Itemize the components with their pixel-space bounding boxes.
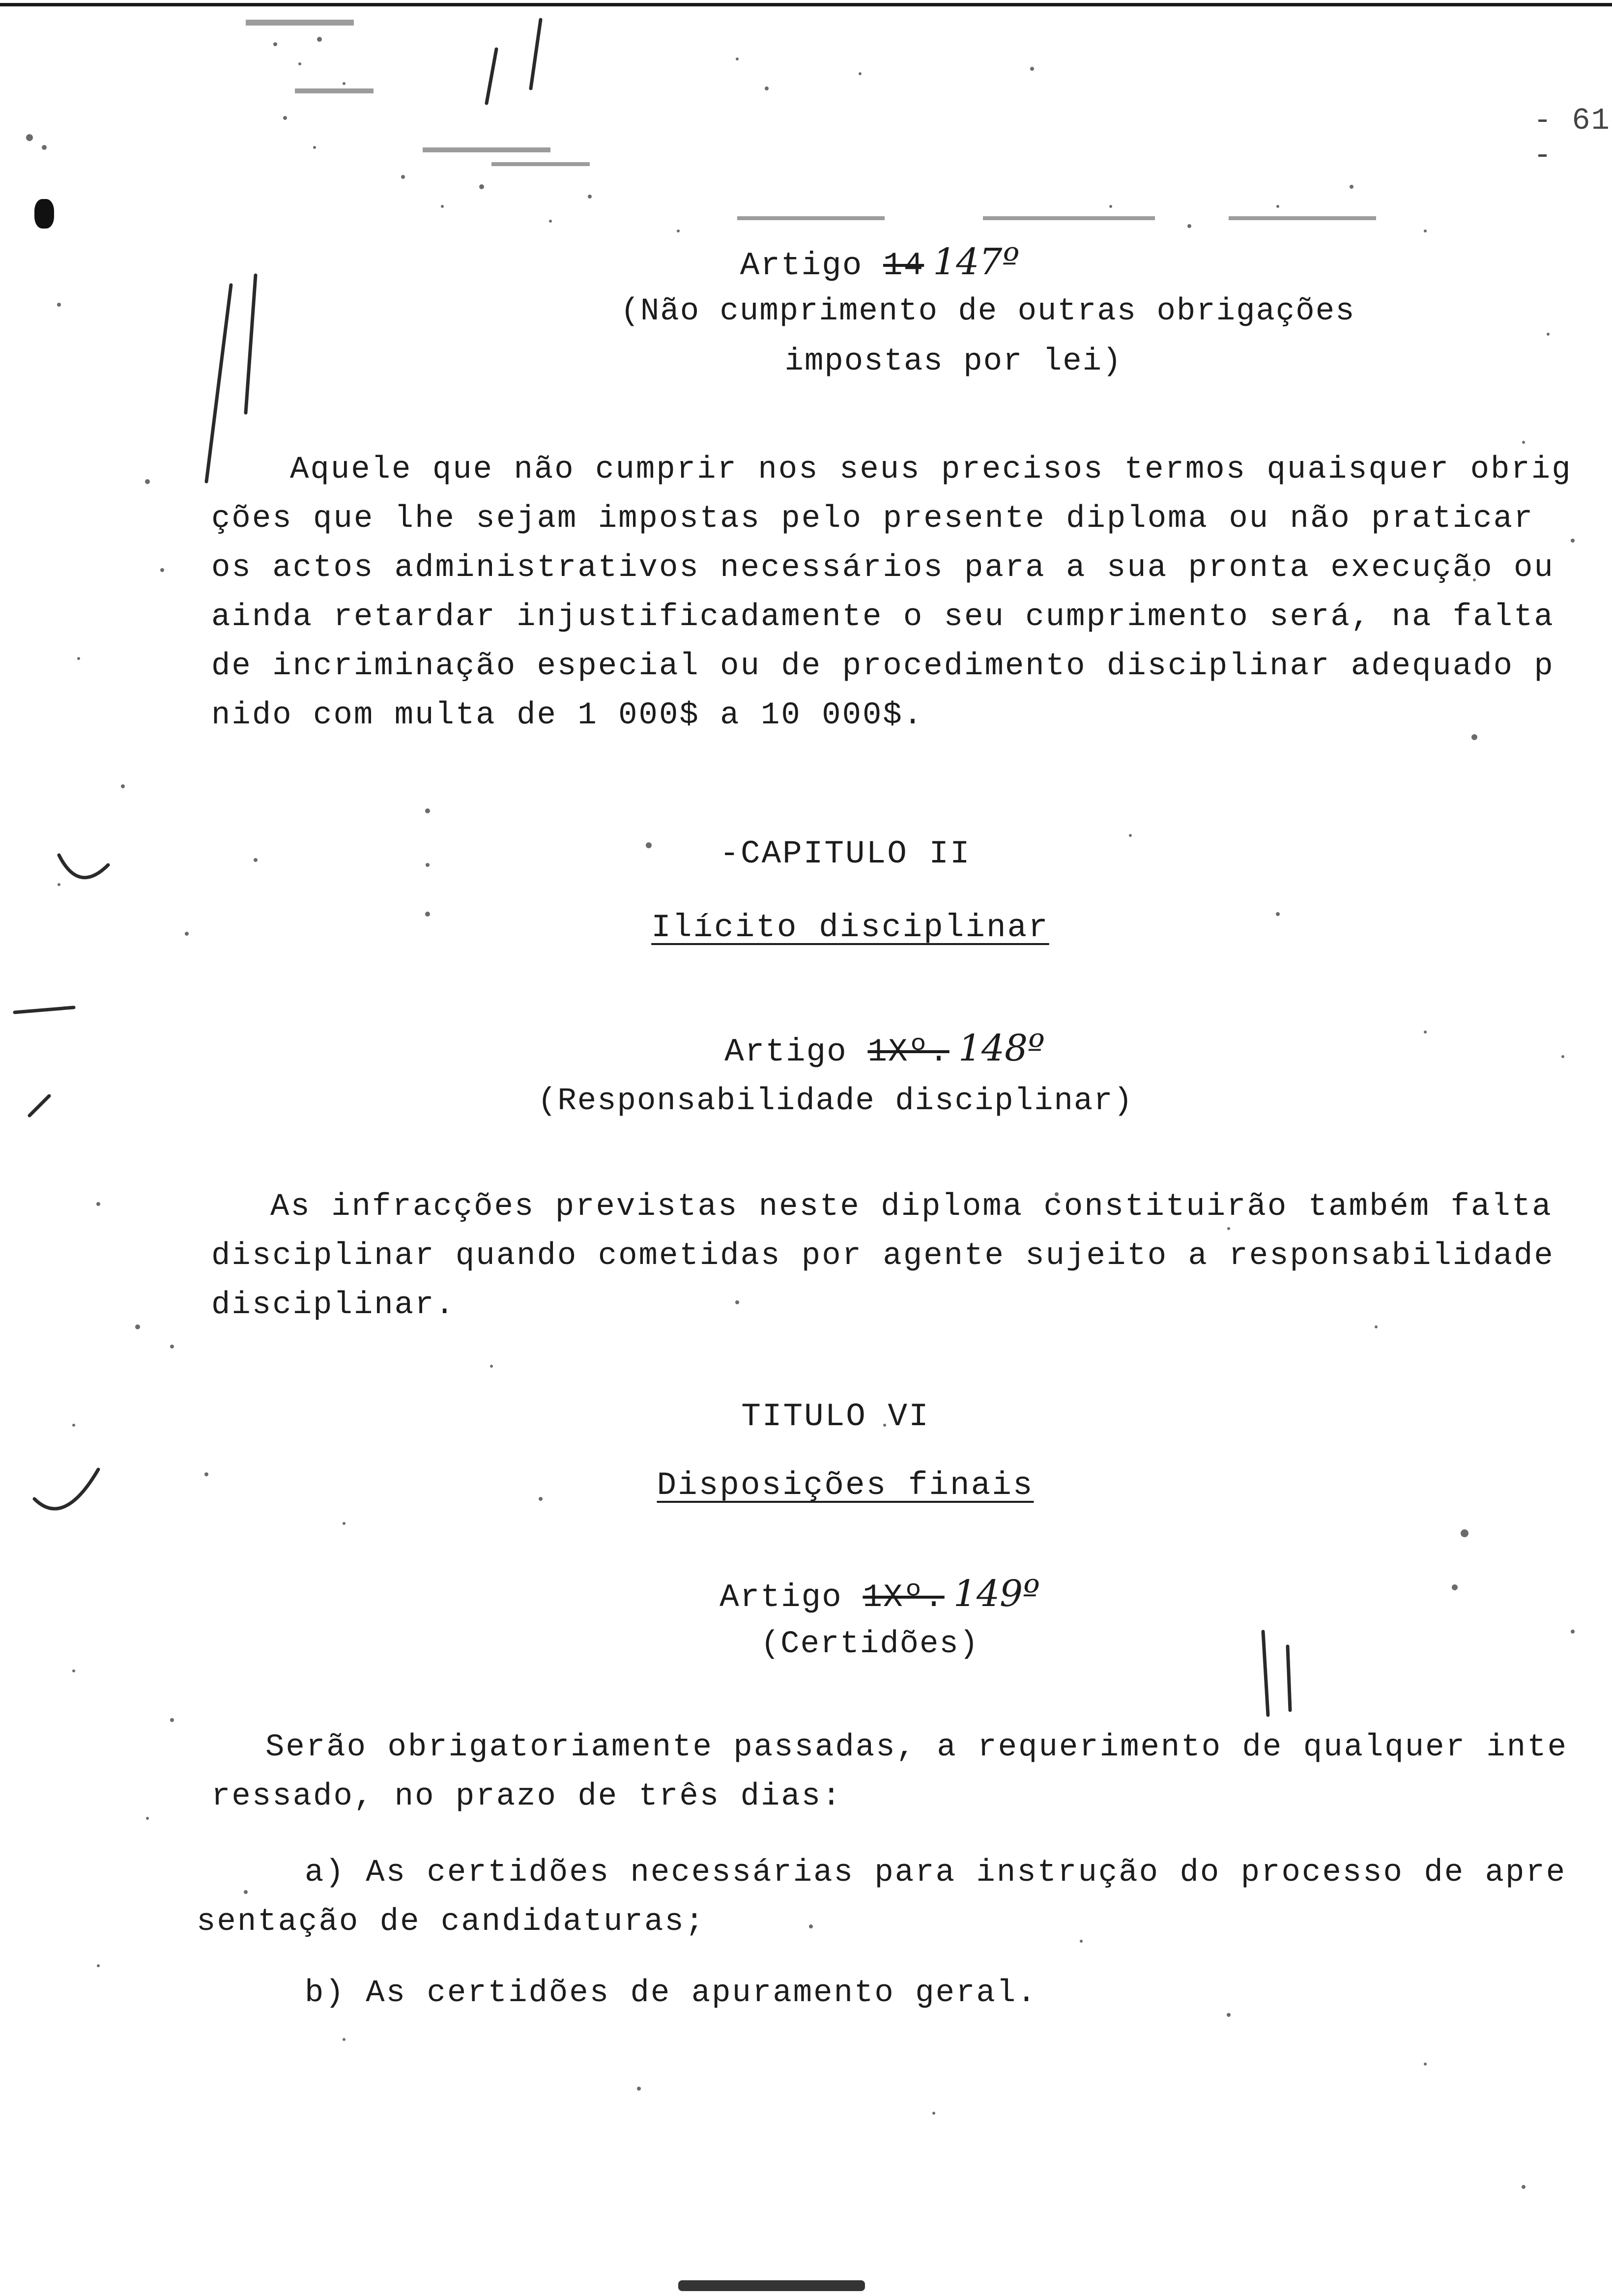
footer-ink-smudge <box>678 2280 865 2291</box>
article-label: Artigo <box>724 1033 847 1070</box>
paragraph-147-line: ções que lhe sejam impostas pelo presente diploma ou não praticar <box>211 501 1534 537</box>
paragraph-147-line: os actos administrativos necessários para a sua pronta execução ou <box>211 550 1554 586</box>
handwritten-article-number: 149º <box>953 1573 1040 1615</box>
page-number: - 61 - <box>1533 103 1611 173</box>
paragraph-148-line: disciplinar quando cometidas por agente sujeito a responsabilidade <box>211 1238 1554 1274</box>
chapter-title: Ilícito disciplinar <box>651 909 1049 946</box>
paragraph-149-line: ressado, no prazo de três dias: <box>211 1779 842 1814</box>
list-item-a-line2: sentação de candidaturas; <box>197 1904 706 1940</box>
title-heading: Disposições finais <box>657 1467 1034 1504</box>
handwritten-article-number: 148º <box>958 1027 1045 1069</box>
paragraph-148-line: As infracções previstas neste diploma constituirão também falta <box>270 1189 1553 1225</box>
article-147-subtitle-line1: (Não cumprimento de outras obrigações <box>620 294 1355 329</box>
article-147-heading <box>0 241 1612 284</box>
struck-number: 14 <box>883 247 924 284</box>
paragraph-147-line: de incriminação especial ou de procedimento disciplinar adequado p <box>211 649 1554 684</box>
article-label: Artigo <box>740 247 863 284</box>
margin-ink-blot <box>34 199 54 229</box>
paragraph-147-line: nido com multa de 1 000$ a 10 000$. <box>211 698 924 733</box>
article-149-heading <box>0 1573 1612 1616</box>
struck-number: 1Xº. <box>863 1579 945 1616</box>
article-147-subtitle-line2: impostas por lei) <box>784 344 1123 379</box>
handwritten-article-number: 147º <box>933 241 1020 283</box>
paragraph-148-line: disciplinar. <box>211 1288 456 1323</box>
list-item-b: b) As certidões de apuramento geral. <box>305 1976 1037 2011</box>
title-label: TITULO VI <box>741 1398 930 1435</box>
paragraph-149-line: Serão obrigatoriamente passadas, a requerimento de qualquer inte <box>265 1730 1568 1765</box>
chapter-label: -CAPITULO II <box>720 835 971 872</box>
article-148-subtitle: (Responsabilidade disciplinar) <box>537 1084 1134 1119</box>
article-148-heading <box>0 1027 1612 1070</box>
list-item-a-line1: a) As certidões necessárias para instrução do processo de apre <box>305 1855 1567 1891</box>
paragraph-147-line: Aquele que não cumprir nos seus precisos termos quaisquer obrig <box>290 452 1572 488</box>
struck-number: 1Xº. <box>867 1033 950 1070</box>
article-label: Artigo <box>720 1579 842 1616</box>
paragraph-147-line: ainda retardar injustificadamente o seu cumprimento será, na falta <box>211 600 1554 635</box>
article-149-subtitle: (Certidões) <box>760 1627 979 1662</box>
